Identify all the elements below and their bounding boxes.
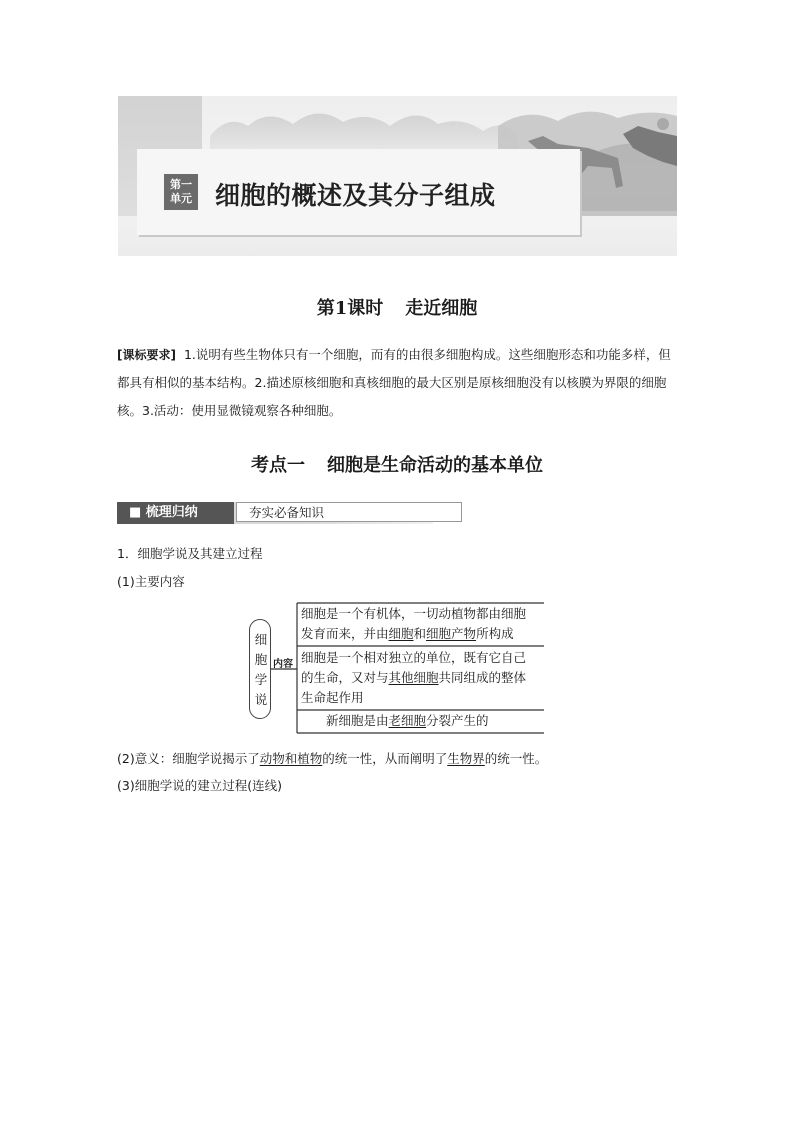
unit-badge-line2: 单元 [170,192,192,205]
subheading-main-content: (1)主要内容 [117,574,185,589]
theory-item-2 [301,648,526,708]
section-label-knowledge: 夯实必备知识 [236,502,462,522]
answer-animals-plants: 动物和植物 [259,751,323,766]
answer-cell-products: 细胞产物 [426,626,477,641]
lesson-number: 第1课时 [316,298,384,319]
theory-item-3: 新细胞是由老细胞分裂产生的 [326,713,489,728]
significance-line: (2)意义：细胞学说揭示了动物和植物的统一性，从而阐明了生物界的统一性。 [117,751,548,766]
content-connector-label: 内容 [273,659,293,670]
key-point-name: 细胞是生命活动的基本单位 [327,455,543,476]
section-label-summary: ■ 梳理归纳 [117,502,234,524]
theory-item-1 [301,604,526,644]
unit-title: 细胞的概述及其分子组成 [215,181,496,210]
unit-badge-line1: 第一 [170,178,192,191]
theory-item-1-line1: 细胞是一个有机体，一切动植物都由细胞 [301,606,527,621]
answer-old-cells: 老细胞 [388,713,427,728]
answer-cells: 细胞 [388,626,414,641]
answer-living-world: 生物界 [447,751,485,766]
lesson-name: 走近细胞 [405,298,478,319]
pill-char-1: 细 [254,632,268,647]
requirements-text: 1.说明有些生物体只有一个细胞，而有的由很多细胞构成。这些细胞形态和功能多样，但都具有相似的基本结构。2.描述原核细胞和真核细胞的最大区别是原核细胞没有以核膜为界限的细胞核。3.活动：使用显微镜观察各种细胞。 [117,347,671,418]
requirements-tag: [课标要求] [117,348,176,362]
theory-item-1-line2: 发育而来，并由细胞和细胞产物所构成 [301,626,514,641]
pill-char-4: 说 [254,692,268,707]
cell-theory-label-pill [249,619,271,719]
theory-item-2-line2: 的生命，又对与其他细胞共同组成的整体 [301,670,527,685]
theory-item-2-line3: 生命起作用 [301,690,364,705]
heading-cell-theory: 1．细胞学说及其建立过程 [117,546,263,561]
key-point-number: 考点一 [251,455,305,476]
subheading-establishment-process: (3)细胞学说的建立过程(连线) [117,778,282,793]
answer-other-cells: 其他细胞 [388,670,439,685]
theory-item-2-line1: 细胞是一个相对独立的单位，既有它自己 [301,650,527,665]
pill-char-3: 学 [254,672,268,687]
pill-char-2: 胞 [254,652,268,667]
